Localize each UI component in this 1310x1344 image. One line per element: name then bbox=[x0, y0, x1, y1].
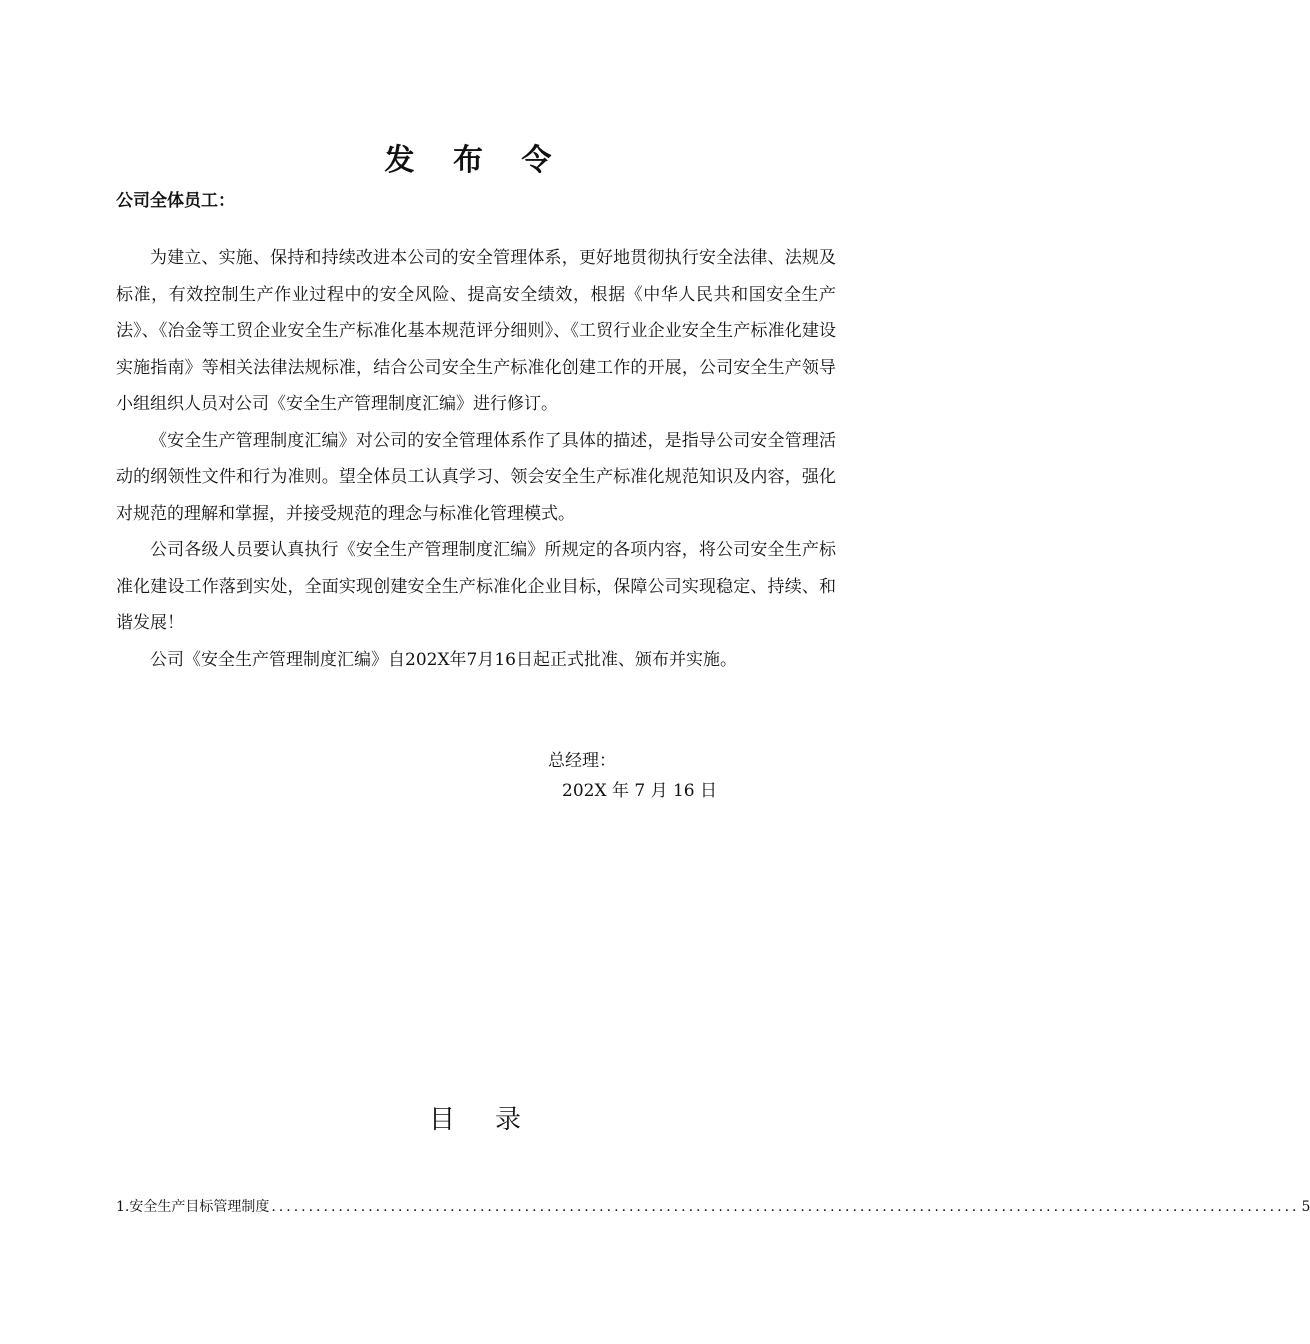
toc-entry[interactable] bbox=[116, 1196, 1310, 1218]
signature-role: 总经理： bbox=[548, 751, 616, 771]
toc-title: 目录 bbox=[428, 1105, 561, 1135]
paragraph: 为建立、实施、保持和持续改进本公司的安全管理体系，更好地贯彻执行安全法律、法规及标准，有效控制生产作业过程中的安全风险、提高安全绩效，根据《中华人民共和国安全生产法》、《冶金等工贸企业安全生产标准化基本规范评分细则》、《工贸行业企业安全生产标准化建设实施指南》等相关法律法规标准，结合公司安全生产标准化创建工作的开展，公司安全生产领导小组组织人员对公司《安全生产管理制度汇编》进行修订。 bbox=[116, 248, 836, 414]
signature-date: 202X 年 7 月 16 日 bbox=[562, 781, 718, 801]
paragraph: 公司《安全生产管理制度汇编》自202X年7月16日起正式批准、颁布并实施。 bbox=[150, 649, 737, 670]
document-body bbox=[116, 240, 836, 678]
toc-entry-page-number: 5 bbox=[1301, 1199, 1310, 1215]
salutation: 公司全体员工： bbox=[116, 191, 235, 211]
toc-leader-dots: .......................................................................................................................................... bbox=[271, 1199, 1300, 1215]
page-title: 发 布 令 bbox=[384, 143, 566, 178]
toc-entry-label[interactable]: 1.安全生产目标管理制度 bbox=[116, 1199, 270, 1215]
paragraph: 公司各级人员要认真执行《安全生产管理制度汇编》所规定的各项内容，将公司安全生产标准化建设工作落到实处，全面实现创建安全生产标准化企业目标，保障公司实现稳定、持续、和谐发展！ bbox=[116, 540, 836, 633]
paragraph: 《安全生产管理制度汇编》对公司的安全管理体系作了具体的描述，是指导公司安全管理活动的纲领性文件和行为准则。望全体员工认真学习、领会安全生产标准化规范知识及内容，强化对规范的理解和掌握，并接受规范的理念与标准化管理模式。 bbox=[116, 430, 836, 524]
signature-block bbox=[548, 746, 717, 806]
